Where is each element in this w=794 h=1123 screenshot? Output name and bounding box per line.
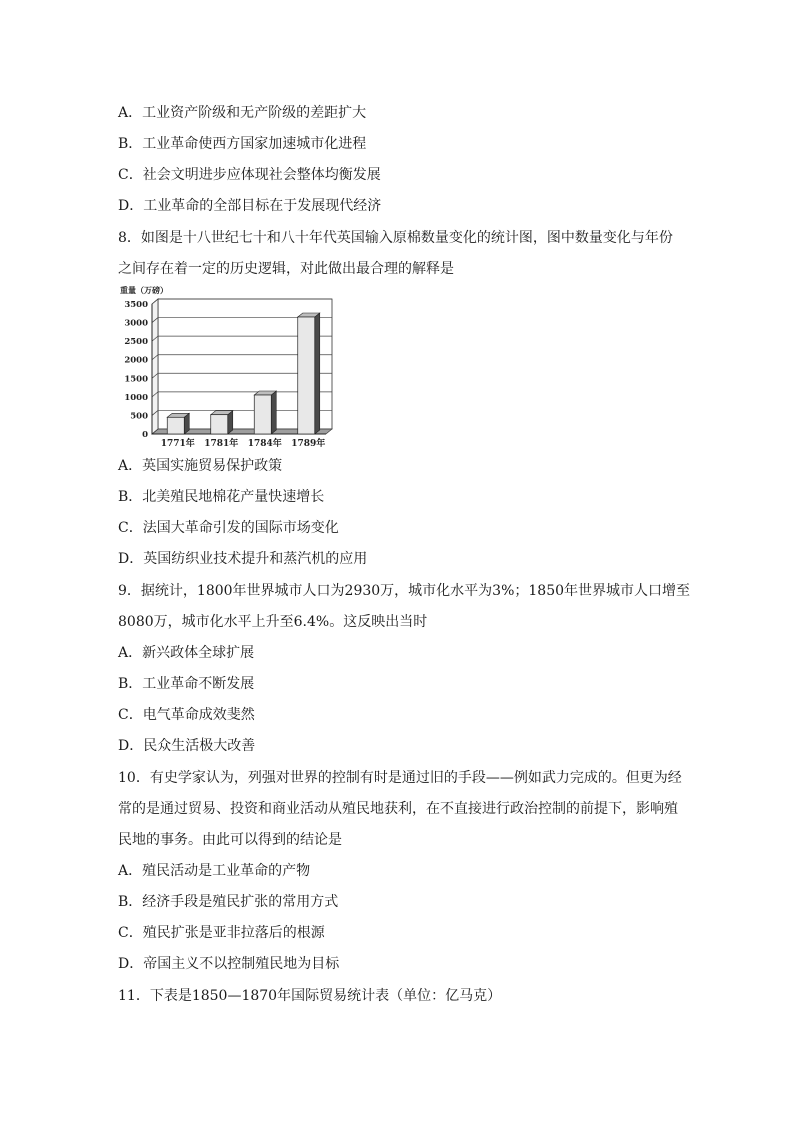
bar-chart-svg (118, 282, 338, 452)
x-category-label: 1781年 (204, 439, 239, 449)
plot-side-wall (152, 299, 158, 434)
bar-side (271, 391, 276, 434)
q11-stem-line1: 11．下表是1850—1870年国际贸易统计表（单位：亿马克） (118, 988, 502, 1004)
bar (211, 415, 228, 434)
x-category-label: 1771年 (160, 439, 195, 449)
q10-stem-line2: 常的是通过贸易、投资和商业活动从殖民地获利，在不直接进行政治控制的前提下，影响殖 (118, 801, 678, 817)
q8-option-b: B．北美殖民地棉花产量快速增长 (118, 489, 325, 505)
q7-option-a: A．工业资产阶级和无产阶级的差距扩大 (118, 105, 367, 121)
q7-option-c: C．社会文明进步应体现社会整体均衡发展 (118, 167, 381, 183)
bar-side (315, 313, 320, 434)
q9-stem-line2: 8080万，城市化水平上升至6.4%。这反映出当时 (118, 614, 428, 630)
y-tick-label: 3500 (124, 300, 148, 310)
x-category-label: 1784年 (247, 439, 282, 449)
y-tick-label: 2000 (124, 355, 148, 366)
q10-stem-line1: 10．有史学家认为，列强对世界的控制有时是通过旧的手段——例如武力完成的。但更为经 (118, 770, 682, 786)
q7-option-b: B．工业革命使西方国家加速城市化进程 (118, 136, 367, 152)
q7-option-d: D．工业革命的全部目标在于发展现代经济 (118, 198, 382, 214)
y-tick-label: 1000 (124, 392, 148, 403)
q8-option-a: A．英国实施贸易保护政策 (118, 458, 283, 474)
y-tick-label: 1500 (124, 374, 148, 385)
y-axis-label: 重量（万磅） (120, 285, 168, 295)
q8-option-c: C．法国大革命引发的国际市场变化 (118, 520, 339, 536)
q10-option-c: C．殖民扩张是亚非拉落后的根源 (118, 925, 325, 941)
q10-stem-line3: 民地的事务。由此可以得到的结论是 (118, 832, 342, 848)
y-tick-label: 2500 (124, 337, 148, 348)
q10-option-b: B．经济手段是殖民扩张的常用方式 (118, 894, 339, 910)
q8-option-d: D．英国纺织业技术提升和蒸汽机的应用 (118, 551, 368, 567)
y-tick-label: 500 (130, 411, 148, 422)
q9-stem-line1: 9．据统计，1800年世界城市人口为2930万，城市化水平为3%；1850年世界城市人口增至 (118, 583, 691, 599)
bar (167, 417, 184, 434)
q8-stem-line1: 8．如图是十八世纪七十和八十年代英国输入原棉数量变化的统计图，图中数量变化与年份 (118, 230, 673, 246)
x-category-label: 1789年 (291, 439, 326, 449)
y-tick-label: 0 (142, 430, 148, 440)
q9-option-d: D．民众生活极大改善 (118, 738, 256, 754)
q10-option-d: D．帝国主义不以控制殖民地为目标 (118, 956, 340, 972)
bar (298, 317, 315, 434)
y-tick-label: 3000 (124, 318, 148, 329)
q8-stem-line2: 之间存在着一定的历史逻辑，对此做出最合理的解释是 (118, 261, 454, 277)
q10-option-a: A．殖民活动是工业革命的产物 (118, 863, 311, 879)
cotton-import-chart (118, 282, 338, 452)
q9-option-c: C．电气革命成效斐然 (118, 707, 255, 723)
q9-option-a: A．新兴政体全球扩展 (118, 645, 255, 661)
bar (254, 395, 271, 434)
q9-option-b: B．工业革命不断发展 (118, 676, 255, 692)
